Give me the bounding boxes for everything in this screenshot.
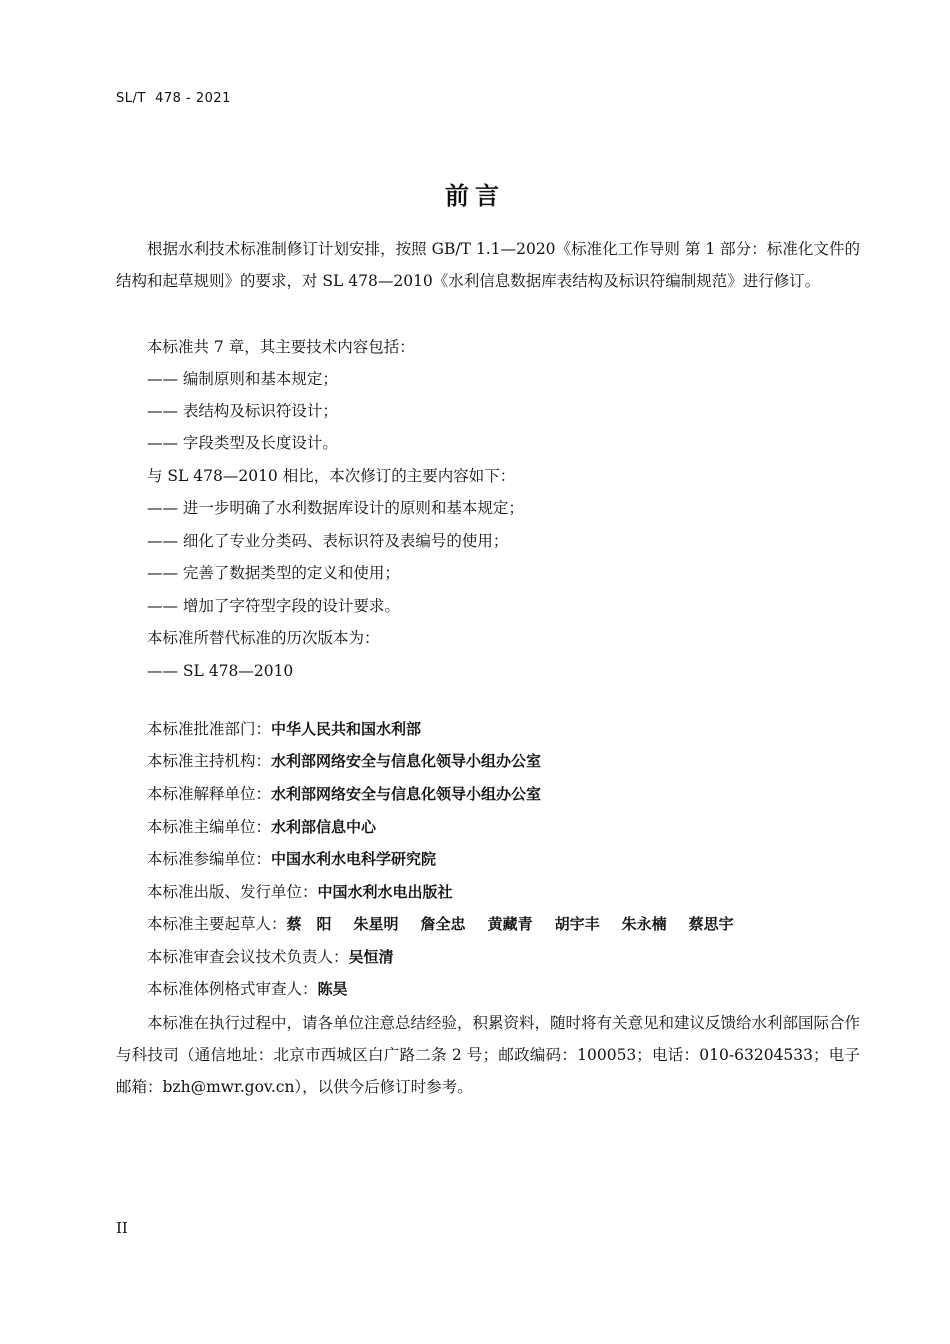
list-item: —— 进一步明确了水利数据库设计的原则和基本规定； xyxy=(147,499,524,517)
info-value: 中国水利水电出版社 xyxy=(317,883,453,901)
info-review xyxy=(147,946,891,968)
info-chief xyxy=(147,816,891,838)
list-item: —— 完善了数据类型的定义和使用； xyxy=(147,564,400,582)
info-value: 陈昊 xyxy=(317,980,348,998)
info-publish xyxy=(147,881,891,903)
drafter-name: 朱星明 xyxy=(353,915,399,933)
info-value: 中华人民共和国水利部 xyxy=(271,720,422,738)
history-label: 本标准所替代标准的历次版本为： xyxy=(147,629,380,647)
info-label: 本标准主编单位： xyxy=(147,818,272,836)
info-value: 水利部信息中心 xyxy=(271,818,377,836)
document-code: SL/T 478 - 2021 xyxy=(116,91,231,106)
info-format xyxy=(147,978,891,1000)
drafter-name: 詹全忠 xyxy=(420,915,466,933)
info-interpret xyxy=(147,783,891,805)
info-label: 本标准参编单位： xyxy=(147,850,272,868)
info-label: 本标准批准部门： xyxy=(147,720,272,738)
info-label: 本标准出版、发行单位： xyxy=(147,883,318,901)
info-label: 本标准审查会议技术负责人： xyxy=(147,948,349,966)
chapters-summary: 本标准共 7 章，其主要技术内容包括： xyxy=(147,338,415,356)
info-participate xyxy=(147,848,891,870)
info-host xyxy=(147,750,891,772)
drafter-name: 朱永楠 xyxy=(621,915,667,933)
info-approve xyxy=(147,718,891,740)
compare-summary: 与 SL 478—2010 相比，本次修订的主要内容如下： xyxy=(147,467,516,485)
info-value: 中国水利水电科学研究院 xyxy=(271,850,437,868)
info-label: 本标准主要起草人： xyxy=(147,915,287,933)
drafter-name: 蔡思宇 xyxy=(688,915,734,933)
info-label: 本标准主持机构： xyxy=(147,752,272,770)
list-item: —— SL 478—2010 xyxy=(147,662,294,680)
drafter-name: 胡宇丰 xyxy=(554,915,600,933)
list-item: —— 细化了专业分类码、表标识符及表编号的使用； xyxy=(147,532,509,550)
page-number: II xyxy=(116,1219,128,1237)
drafter-name: 蔡 阳 xyxy=(286,915,332,933)
list-item: —— 增加了字符型字段的设计要求。 xyxy=(147,597,400,615)
closing-paragraph: 本标准在执行过程中，请各单位注意总结经验，积累资料，随时将有关意见和建议反馈给水利部国际合作与科技司（通信地址：北京市西城区白广路二条 2 号；邮政编码：100053；电话：010-63204533；电子邮箱：bzh@mwr.gov.cn），以供今后修订时参考。 xyxy=(116,1014,861,1096)
info-label: 本标准体例格式审查人： xyxy=(147,980,318,998)
list-item: —— 表结构及标识符设计； xyxy=(147,402,338,420)
info-drafters xyxy=(147,913,891,935)
info-value: 水利部网络安全与信息化领导小组办公室 xyxy=(271,752,542,770)
list-item: —— 编制原则和基本规定； xyxy=(147,370,338,388)
info-value: 水利部网络安全与信息化领导小组办公室 xyxy=(271,785,542,803)
info-value: 吴恒清 xyxy=(348,948,394,966)
intro-paragraph: 根据水利技术标准制修订计划安排，按照 GB/T 1.1—2020《标准化工作导则 第 1 部分：标准化文件的结构和起草规则》的要求，对 SL 478—2010《水利信息数据库表结构及标识符编制规范》进行修订。 xyxy=(116,240,860,290)
info-label: 本标准解释单位： xyxy=(147,785,272,803)
list-item: —— 字段类型及长度设计。 xyxy=(147,434,338,452)
page-title: 前言 xyxy=(445,182,505,210)
drafter-name: 黄藏青 xyxy=(487,915,533,933)
